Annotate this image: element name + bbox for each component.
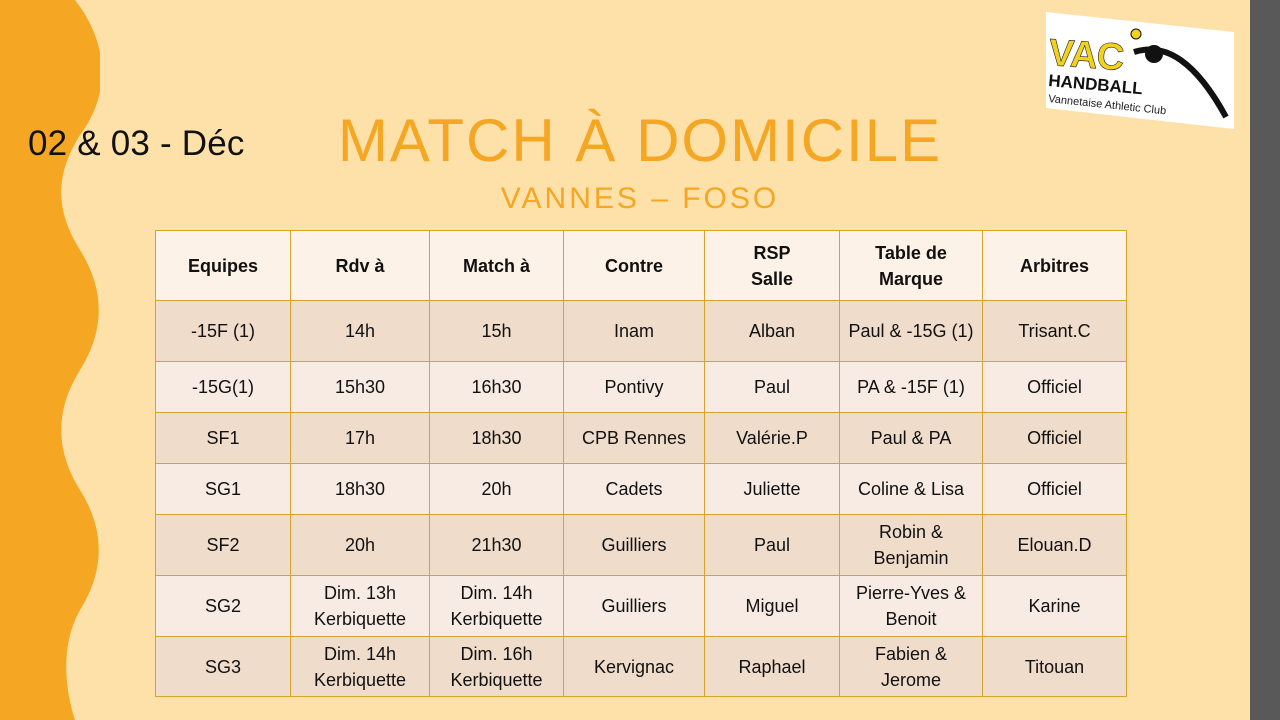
table-cell: Dim. 14h Kerbiquette [291, 637, 430, 697]
table-row [156, 515, 1127, 576]
table-row [156, 413, 1127, 464]
column-header-line: Arbitres [1019, 255, 1090, 276]
table-cell: Paul & PA [840, 413, 983, 464]
table-cell: -15F (1) [156, 301, 291, 362]
svg-text:VAC: VAC [1047, 32, 1125, 80]
table-cell: 18h30 [291, 464, 430, 515]
column-header [156, 231, 291, 301]
table-cell: 21h30 [430, 515, 564, 576]
table-cell: Officiel [983, 362, 1127, 413]
column-header-line: RSP [753, 242, 791, 263]
table-cell: 15h [430, 301, 564, 362]
table-cell: Alban [705, 301, 840, 362]
table-cell: CPB Rennes [564, 413, 705, 464]
table-cell: Miguel [705, 576, 840, 637]
table-cell: 14h [291, 301, 430, 362]
table-cell: Guilliers [564, 576, 705, 637]
column-header-line: Match à [462, 255, 531, 276]
table-cell: SG3 [156, 637, 291, 697]
table-cell: Paul & -15G (1) [840, 301, 983, 362]
table-cell: Trisant.C [983, 301, 1127, 362]
table-cell: Inam [564, 301, 705, 362]
table-cell: 17h [291, 413, 430, 464]
table-cell: Paul [705, 362, 840, 413]
column-header [840, 231, 983, 301]
table-header-row [156, 231, 1127, 301]
vac-handball-logo [1046, 12, 1236, 129]
table-cell: Robin & Benjamin [840, 515, 983, 576]
table-cell: Cadets [564, 464, 705, 515]
svg-text:HANDBALL: HANDBALL [1047, 71, 1144, 99]
column-header-line: Marque [878, 268, 943, 289]
table-cell: Karine [983, 576, 1127, 637]
table-row [156, 637, 1127, 697]
match-schedule-table [155, 230, 1127, 697]
page-subtitle: VANNES – FOSO [500, 182, 780, 215]
table-row [156, 362, 1127, 413]
column-header-line: Contre [605, 255, 663, 276]
table-cell: Elouan.D [983, 515, 1127, 576]
table-cell: Coline & Lisa [840, 464, 983, 515]
table-cell: Paul [705, 515, 840, 576]
table-cell: Dim. 16h Kerbiquette [430, 637, 564, 697]
table-cell: Officiel [983, 413, 1127, 464]
table-cell: Juliette [705, 464, 840, 515]
column-header-line: Rdv à [335, 255, 385, 276]
table-cell: Titouan [983, 637, 1127, 697]
column-header [291, 231, 430, 301]
table-row [156, 464, 1127, 515]
table-cell: SG2 [156, 576, 291, 637]
table-cell: Dim. 14h Kerbiquette [430, 576, 564, 637]
table-row [156, 301, 1127, 362]
table-cell: 20h [430, 464, 564, 515]
table-cell: SF1 [156, 413, 291, 464]
table-cell: Pontivy [564, 362, 705, 413]
column-header-line: Salle [750, 268, 794, 289]
table-cell: 20h [291, 515, 430, 576]
table-cell: Officiel [983, 464, 1127, 515]
table-row [156, 576, 1127, 637]
table-cell: Valérie.P [705, 413, 840, 464]
table-cell: 18h30 [430, 413, 564, 464]
table-cell: Dim. 13h Kerbiquette [291, 576, 430, 637]
page-title: MATCH À DOMICILE [337, 107, 943, 174]
table-cell: -15G(1) [156, 362, 291, 413]
table-cell: 15h30 [291, 362, 430, 413]
table-cell: Pierre-Yves & Benoit [840, 576, 983, 637]
table-cell: 16h30 [430, 362, 564, 413]
column-header [705, 231, 840, 301]
table-cell: Kervignac [564, 637, 705, 697]
table-cell: Fabien & Jerome [840, 637, 983, 697]
column-header [983, 231, 1127, 301]
column-header-line: Table de [875, 242, 947, 263]
column-header [430, 231, 564, 301]
column-header [564, 231, 705, 301]
table-cell: PA & -15F (1) [840, 362, 983, 413]
column-header-line: Equipes [187, 255, 258, 276]
event-date: 02 & 03 - Déc [28, 124, 245, 163]
table-cell: SF2 [156, 515, 291, 576]
svg-text:Vannetaise Athletic Club: Vannetaise Athletic Club [1047, 93, 1167, 118]
table-cell: Raphael [705, 637, 840, 697]
table-cell: Guilliers [564, 515, 705, 576]
table-cell: SG1 [156, 464, 291, 515]
